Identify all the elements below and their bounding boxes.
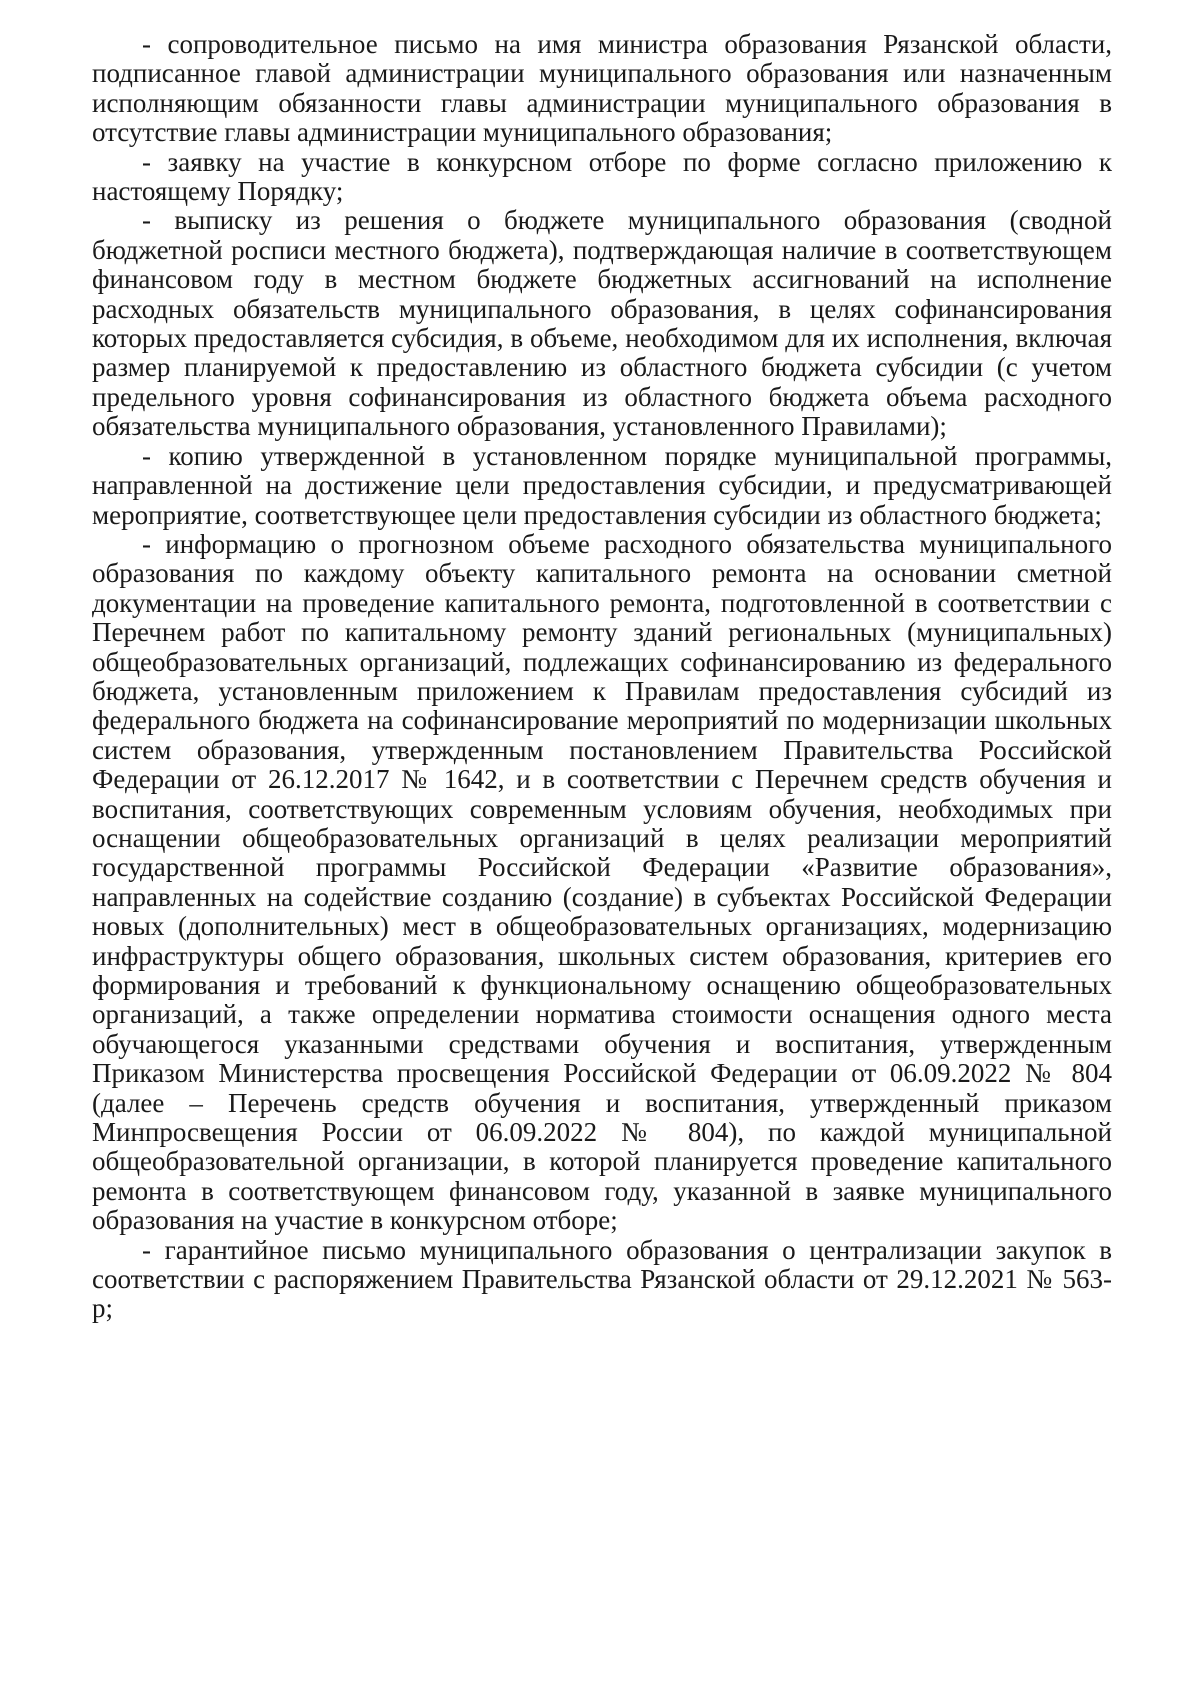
paragraph-forecast-information: - информацию о прогнозном объеме расходного обязательства муниципального образования по каждому объекту капитального ремонта на основании сметной документации на проведение капитального ремонта, подготовленной в соответствии с Перечнем работ по капитальному ремонту зданий региональных (муниципальных) общеобразовательных организаций, подлежащих софинансированию из федерального бюджета, установленным приложением к Правилам предоставления субсидий из федерального бюджета на софинансирование мероприятий по модернизации школьных систем образования, утвержденным постановлением Правительства Российской Федерации от 26.12.2017 № 1642, и в соответствии с Перечнем средств обучения и воспитания, соответствующих современным условиям обучения, необходимых при оснащении общеобразовательных организаций в целях реализации мероприятий государственной программы Российской Федерации «Развитие образования», направленных на содействие созданию (создание) в субъектах Российской Федерации новых (дополнительных) мест в общеобразовательных организациях, модернизацию инфраструктуры общего образования, школьных систем образования, критериев его формирования и требований к функциональному оснащению общеобразовательных организаций, а также определении норматива стоимости оснащения одного места обучающегося указанными средствами обучения и воспитания, утвержденным Приказом Министерства просвещения Российской Федерации от 06.09.2022 № 804 (далее – Перечень средств обучения и воспитания, утвержденный приказом Минпросвещения России от 06.09.2022 № 804), по каждой муниципальной общеобразовательной организации, в которой планируется проведение капитального ремонта в соответствующем финансовом году, указанной в заявке муниципального образования на участие в конкурсном отборе; — [92, 528, 1112, 1236]
paragraph-guarantee-letter: - гарантийное письмо муниципального образования о централизации закупок в соответствии с распоряжением Правительства Рязанской области от 29.12.2021 № 563-р; — [92, 1234, 1112, 1324]
paragraph-cover-letter: - сопроводительное письмо на имя министра образования Рязанской области, подписанное главой администрации муниципального образования или назначенным исполняющим обязанности главы администрации муниципального образования в отсутствие главы администрации муниципального образования; — [92, 29, 1112, 148]
paragraph-application: - заявку на участие в конкурсном отборе по форме согласно приложению к настоящему Порядку; — [92, 146, 1112, 207]
paragraph-municipal-program: - копию утвержденной в установленном порядке муниципальной программы, направленной на достижение цели предоставления субсидии, и предусматривающей мероприятие, соответствующее цели предоставления субсидии из областного бюджета; — [92, 440, 1112, 530]
document-page — [92, 30, 1112, 1324]
paragraph-budget-extract: - выписку из решения о бюджете муниципального образования (сводной бюджетной росписи местного бюджета), подтверждающая наличие в соответствующем финансовом году в местном бюджете бюджетных ассигнований на исполнение расходных обязательств муниципального образования, в целях софинансирования которых предоставляется субсидия, в объеме, необходимом для их исполнения, включая размер планируемой к предоставлению из областного бюджета субсидии (с учетом предельного уровня софинансирования из областного бюджета объема расходного обязательства муниципального образования, установленного Правилами); — [92, 205, 1112, 442]
